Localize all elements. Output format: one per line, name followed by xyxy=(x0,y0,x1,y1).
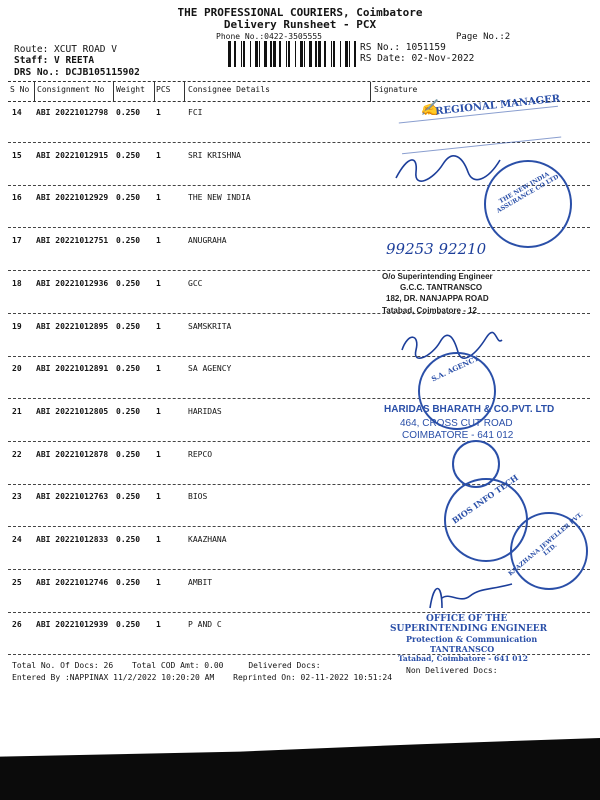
drs-number: DRS No.: DCJB105115902 xyxy=(14,67,140,78)
row-divider xyxy=(8,441,590,442)
col-header-consignee: Consignee Details xyxy=(188,85,270,94)
row-consignee: SRI KRISHNA xyxy=(188,150,241,160)
delivered-docs: Delivered Docs: xyxy=(248,661,321,670)
row-consignee: FCI xyxy=(188,108,203,117)
scan-shadow xyxy=(0,738,600,800)
row-weight: 0.250 xyxy=(116,150,141,160)
footer-line-2 xyxy=(12,673,392,682)
row-sno: 24 xyxy=(12,535,22,544)
staff: Staff: V REETA xyxy=(14,55,95,66)
stamp-office-line1: OFFICE OF THE xyxy=(426,614,508,624)
col-divider xyxy=(184,82,185,102)
row-consignee: THE NEW INDIA xyxy=(188,193,251,203)
stamp-sa-agency-text: S.A. AGENCY xyxy=(429,353,481,384)
row-pcs: 1 xyxy=(156,406,161,416)
stamp-office-line5: Tatabad, Coimbatore - 641 012 xyxy=(398,654,528,663)
row-sno: 17 xyxy=(12,236,22,246)
phone-number: Phone No.:0422-3505555 xyxy=(216,32,322,41)
row-pcs: 1 xyxy=(156,535,161,544)
total-docs: Total No. Of Docs: 26 xyxy=(12,661,114,670)
entered-by: Entered By :NAPPINAX 11/2/2022 10:20:20 AM xyxy=(12,673,215,682)
table-row xyxy=(0,316,600,358)
row-sno: 19 xyxy=(12,321,22,331)
total-cod: Total COD Amt: 0.00 xyxy=(131,661,224,670)
signature-ambit xyxy=(420,578,520,618)
row-consignment-no: ABI 20221012763 xyxy=(36,492,109,502)
row-pcs: 1 xyxy=(156,108,161,117)
stamp-gcc-line3: 182, DR. NANJAPPA ROAD xyxy=(386,294,489,303)
row-consignee: KAAZHANA xyxy=(188,535,227,544)
row-sno: 23 xyxy=(12,492,22,502)
col-header-sno: S No xyxy=(10,85,30,94)
row-divider xyxy=(8,398,590,399)
non-delivered-docs: Non Delivered Docs: xyxy=(406,666,498,675)
row-consignment-no: ABI 20221012939 xyxy=(36,620,109,630)
rs-date: RS Date: 02-Nov-2022 xyxy=(360,53,475,64)
col-divider xyxy=(370,82,371,102)
row-pcs: 1 xyxy=(156,364,161,374)
row-consignee: HARIDAS xyxy=(188,406,222,416)
row-weight: 0.250 xyxy=(116,193,141,203)
row-consignment-no: ABI 20221012915 xyxy=(36,150,109,160)
row-consignment-no: ABI 20221012878 xyxy=(36,449,109,459)
row-consignee: P AND C xyxy=(188,620,222,630)
reprinted-on: Reprinted On: 02-11-2022 10:51:24 xyxy=(233,673,393,682)
signature-fci: ✍ xyxy=(420,98,440,117)
rs-number: RS No.: 1051159 xyxy=(360,42,446,53)
stamp-haridas-line2: 464, CROSS CUT ROAD xyxy=(400,418,513,429)
row-pcs: 1 xyxy=(156,449,161,459)
row-pcs: 1 xyxy=(156,193,161,203)
row-pcs: 1 xyxy=(156,492,161,502)
row-weight: 0.250 xyxy=(116,406,141,416)
row-weight: 0.250 xyxy=(116,492,141,502)
row-sno: 25 xyxy=(12,577,22,587)
stamp-fci: REGIONAL MANAGER xyxy=(434,93,561,118)
route: Route: XCUT ROAD V xyxy=(14,44,117,55)
row-weight: 0.250 xyxy=(116,278,141,288)
row-consignee: AMBIT xyxy=(188,577,213,587)
col-header-pcs: PCS xyxy=(156,85,171,94)
row-sno: 18 xyxy=(12,278,22,288)
row-consignee: ANUGRAHA xyxy=(188,236,227,246)
stamp-haridas-line1: HARIDAS BHARATH & CO.PVT. LTD xyxy=(384,404,555,415)
row-sno: 14 xyxy=(12,108,22,117)
row-weight: 0.250 xyxy=(116,364,141,374)
header-top-rule xyxy=(8,81,590,82)
table-row xyxy=(0,273,600,315)
row-consignee: REPCO xyxy=(188,449,213,459)
row-pcs: 1 xyxy=(156,236,161,246)
row-weight: 0.250 xyxy=(116,236,141,246)
stamp-office-line3: Protection & Communication xyxy=(406,634,538,644)
stamp-bios-text: BIOS INFO TECH xyxy=(449,472,521,526)
row-consignment-no: ABI 20221012929 xyxy=(36,193,109,203)
row-pcs: 1 xyxy=(156,278,161,288)
row-consignment-no: ABI 20221012746 xyxy=(36,577,109,587)
row-weight: 0.250 xyxy=(116,535,141,544)
col-header-weight: Weight xyxy=(116,85,145,94)
row-sno: 22 xyxy=(12,449,22,459)
row-divider xyxy=(8,313,590,314)
stamp-haridas-line3: COIMBATORE - 641 012 xyxy=(402,430,514,441)
row-consignee: BIOS xyxy=(188,492,208,502)
row-consignee: GCC xyxy=(188,278,203,288)
row-pcs: 1 xyxy=(156,577,161,587)
stamp-gcc-line4: Tatabad, Coimbatore - 12 xyxy=(382,306,477,315)
footer-line-1 xyxy=(12,661,321,670)
signature-anugraha: 99253 92210 xyxy=(386,240,487,258)
row-consignee: SA AGENCY xyxy=(188,364,232,374)
col-header-signature: Signature xyxy=(374,85,418,94)
row-sno: 15 xyxy=(12,150,22,160)
row-consignment-no: ABI 20221012936 xyxy=(36,278,109,288)
row-sno: 20 xyxy=(12,364,22,374)
barcode xyxy=(228,41,356,67)
col-divider xyxy=(113,82,114,102)
row-sno: 16 xyxy=(12,193,22,203)
row-consignee: SAMSKRITA xyxy=(188,321,232,331)
row-consignment-no: ABI 20221012751 xyxy=(36,236,109,246)
row-divider xyxy=(8,270,590,271)
document-subtitle: Delivery Runsheet - PCX xyxy=(223,18,377,31)
stamp-new-india-text: THE NEW INDIA ASSURANCE CO LTD xyxy=(495,170,561,215)
row-divider xyxy=(8,569,590,570)
stamp-gcc-line1: O/o Superintending Engineer xyxy=(382,272,493,281)
row-weight: 0.250 xyxy=(116,108,141,117)
row-consignment-no: ABI 20221012805 xyxy=(36,406,109,416)
col-divider xyxy=(154,82,155,102)
stamp-kaazhana-text: KAAZHANA JEWELLER PVT. LTD. xyxy=(507,511,585,578)
row-consignment-no: ABI 20221012833 xyxy=(36,535,109,544)
col-header-consignment: Consignment No xyxy=(37,85,105,94)
page-number: Page No.:2 xyxy=(456,32,511,42)
table-row xyxy=(0,358,600,400)
row-weight: 0.250 xyxy=(116,449,141,459)
document-title: THE PROFESSIONAL COURIERS, Coimbatore xyxy=(177,6,423,19)
row-consignment-no: ABI 20221012798 xyxy=(36,108,109,117)
row-pcs: 1 xyxy=(156,150,161,160)
row-weight: 0.250 xyxy=(116,577,141,587)
stamp-gcc-line2: G.C.C. TANTRANSCO xyxy=(400,283,483,292)
stamp-office-line4: TANTRANSCO xyxy=(430,644,495,654)
row-sno: 26 xyxy=(12,620,22,630)
row-consignment-no: ABI 20221012895 xyxy=(36,321,109,331)
row-pcs: 1 xyxy=(156,620,161,630)
row-weight: 0.250 xyxy=(116,321,141,331)
stamp-office-line2: SUPERINTENDING ENGINEER xyxy=(390,624,548,634)
row-weight: 0.250 xyxy=(116,620,141,630)
col-divider xyxy=(34,82,35,102)
row-pcs: 1 xyxy=(156,321,161,331)
row-sno: 21 xyxy=(12,406,22,416)
row-consignment-no: ABI 20221012891 xyxy=(36,364,109,374)
